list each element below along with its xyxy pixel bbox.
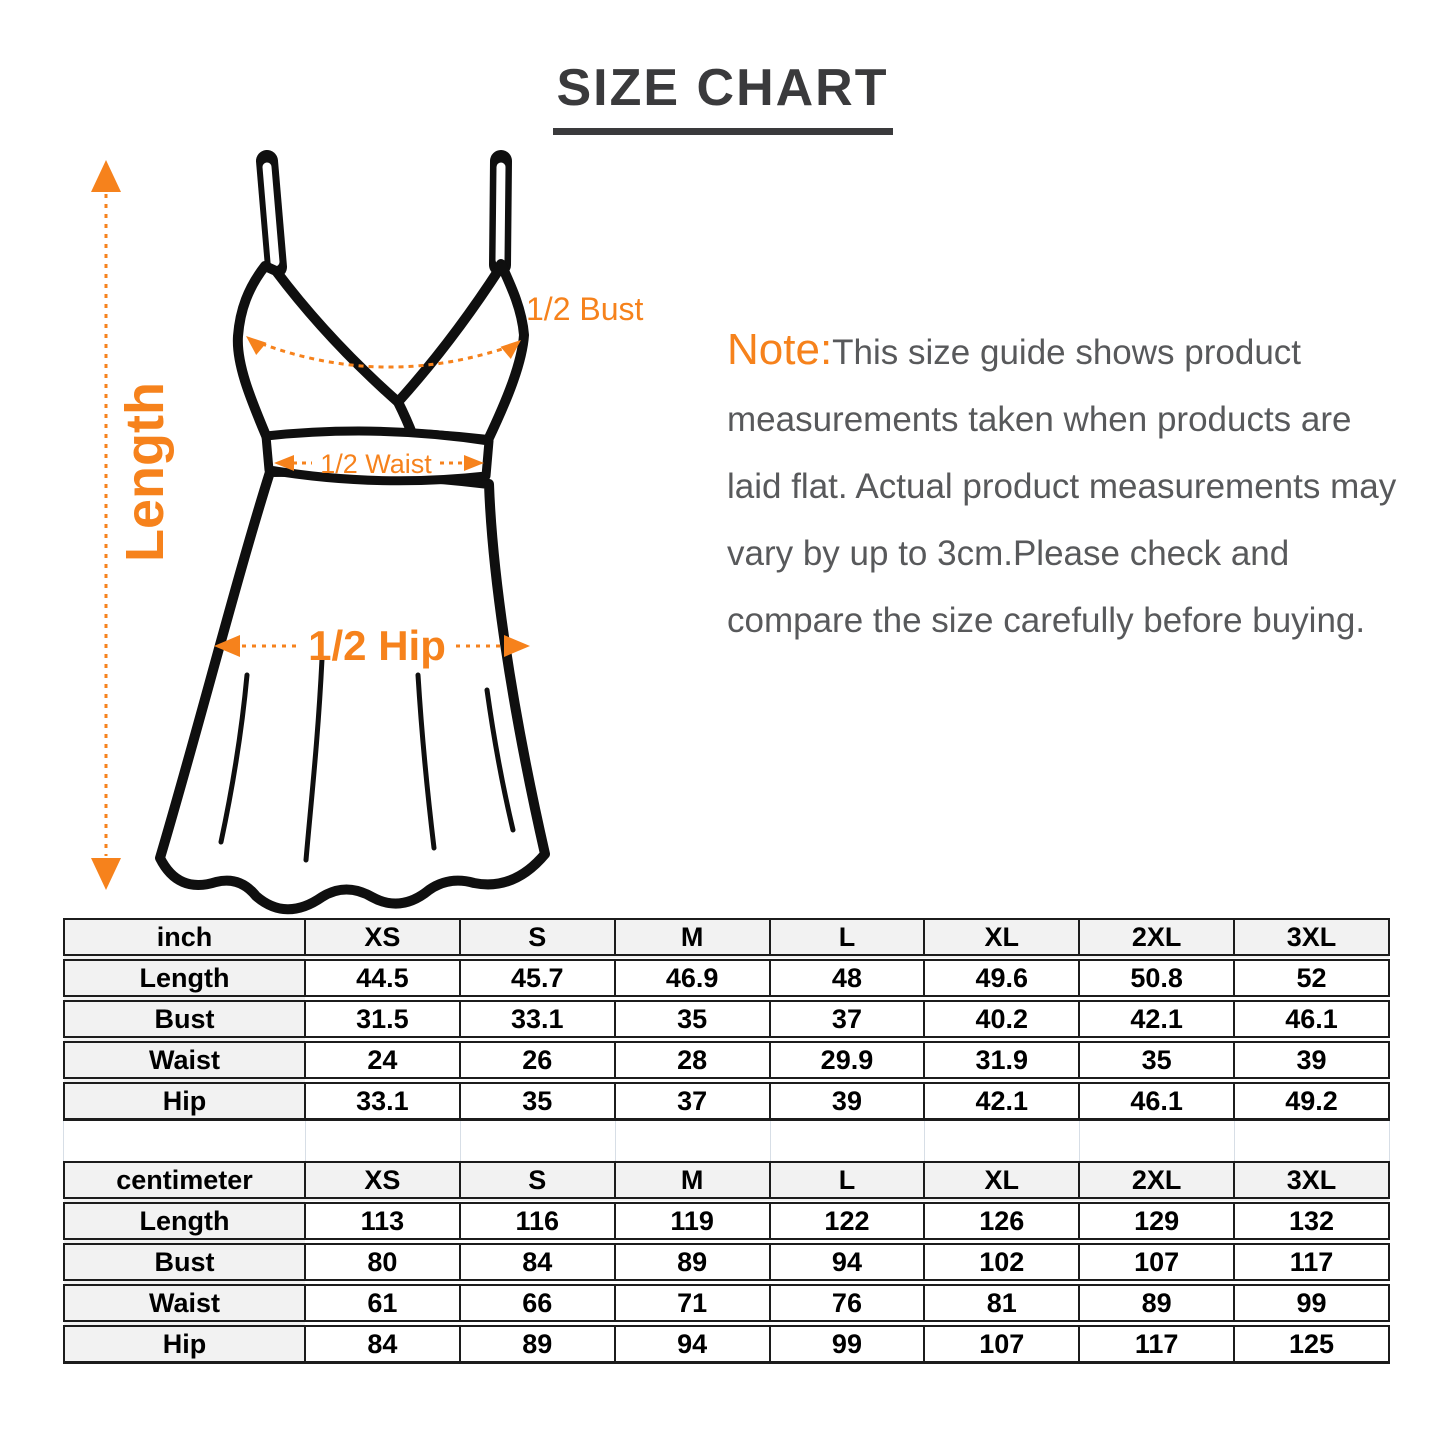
size-header-cell: M: [615, 919, 770, 958]
measurement-value-cell: 24: [305, 1040, 460, 1081]
measurement-value-cell: 89: [460, 1324, 615, 1363]
measurement-value-cell: 119: [615, 1201, 770, 1242]
measurement-value-cell: 94: [615, 1324, 770, 1363]
measurement-value-cell: 39: [1234, 1040, 1389, 1081]
note: [727, 316, 1411, 654]
measurement-value-cell: 84: [305, 1324, 460, 1363]
measurement-value-cell: 89: [615, 1242, 770, 1283]
measurement-value-cell: 113: [305, 1201, 460, 1242]
measurement-value-cell: 107: [924, 1324, 1079, 1363]
size-header-cell: S: [460, 1162, 615, 1201]
measurement-value-cell: 132: [1234, 1201, 1389, 1242]
table-spacer: [63, 1121, 1390, 1161]
size-header-cell: XL: [924, 1162, 1079, 1201]
bust-label: 1/2 Bust: [526, 291, 644, 327]
measurement-value-cell: 116: [460, 1201, 615, 1242]
size-header-cell: L: [770, 919, 925, 958]
measurement-value-cell: 66: [460, 1283, 615, 1324]
measurement-value-cell: 40.2: [924, 999, 1079, 1040]
measurement-value-cell: 129: [1079, 1201, 1234, 1242]
measurement-value-cell: 31.5: [305, 999, 460, 1040]
size-header-cell: XS: [305, 1162, 460, 1201]
measurement-row: [64, 1324, 1389, 1363]
size-header-cell: 2XL: [1079, 1162, 1234, 1201]
spacer-cell: [64, 1121, 306, 1161]
measurement-value-cell: 76: [770, 1283, 925, 1324]
measurement-value-cell: 84: [460, 1242, 615, 1283]
size-header-cell: XS: [305, 919, 460, 958]
waist-label: 1/2 Waist: [320, 449, 432, 479]
measurement-row: [64, 1242, 1389, 1283]
measurement-value-cell: 52: [1234, 958, 1389, 999]
measurement-value-cell: 26: [460, 1040, 615, 1081]
measurement-value-cell: 102: [924, 1242, 1079, 1283]
measurement-value-cell: 117: [1079, 1324, 1234, 1363]
measurement-value-cell: 107: [1079, 1242, 1234, 1283]
measurement-value-cell: 37: [770, 999, 925, 1040]
spacer-cell: [925, 1121, 1080, 1161]
measurement-value-cell: 42.1: [924, 1081, 1079, 1120]
measurement-value-cell: 49.2: [1234, 1081, 1389, 1120]
measurement-value-cell: 49.6: [924, 958, 1079, 999]
hip-label: 1/2 Hip: [308, 622, 446, 669]
size-header-cell: L: [770, 1162, 925, 1201]
note-label: Note:: [727, 325, 833, 374]
measurement-value-cell: 80: [305, 1242, 460, 1283]
arrowhead-right-icon: [504, 635, 530, 657]
length-label: Length: [115, 382, 175, 562]
note-body: This size guide shows product measurements taken when products are laid flat. Actual product measurements may vary by up to 3cm.Please check and compare the size carefully before buying.: [727, 333, 1397, 640]
size-header-cell: 3XL: [1234, 1162, 1389, 1201]
size-header-row: [64, 919, 1389, 958]
measurement-value-cell: 89: [1079, 1283, 1234, 1324]
page-title: SIZE CHART: [553, 58, 893, 135]
measurement-value-cell: 44.5: [305, 958, 460, 999]
measurement-value-cell: 35: [1079, 1040, 1234, 1081]
measurement-value-cell: 61: [305, 1283, 460, 1324]
measurement-value-cell: 94: [770, 1242, 925, 1283]
measurement-value-cell: 122: [770, 1201, 925, 1242]
measurement-value-cell: 31.9: [924, 1040, 1079, 1081]
measurement-label-cell: Hip: [64, 1081, 305, 1120]
unit-header-cell: centimeter: [64, 1162, 305, 1201]
measurement-value-cell: 42.1: [1079, 999, 1234, 1040]
measurement-value-cell: 45.7: [460, 958, 615, 999]
measurement-label-cell: Waist: [64, 1283, 305, 1324]
measurement-value-cell: 37: [615, 1081, 770, 1120]
measurement-label-cell: Waist: [64, 1040, 305, 1081]
measurement-value-cell: 50.8: [1079, 958, 1234, 999]
measurement-value-cell: 28: [615, 1040, 770, 1081]
measurement-label-cell: Hip: [64, 1324, 305, 1363]
arrowhead-up-icon: [91, 160, 121, 192]
arrowhead-down-icon: [91, 858, 121, 890]
measurement-value-cell: 126: [924, 1201, 1079, 1242]
measurement-value-cell: 46.9: [615, 958, 770, 999]
spacer-cell: [1235, 1121, 1390, 1161]
centimeter-size-table: [63, 1161, 1390, 1364]
measurement-value-cell: 29.9: [770, 1040, 925, 1081]
measurement-value-cell: 117: [1234, 1242, 1389, 1283]
measurement-row: [64, 999, 1389, 1040]
spacer-cell: [616, 1121, 771, 1161]
dress-straps: [267, 161, 501, 267]
measurement-value-cell: 81: [924, 1283, 1079, 1324]
measurement-value-cell: 99: [770, 1324, 925, 1363]
measurement-value-cell: 33.1: [460, 999, 615, 1040]
measurement-row: [64, 1201, 1389, 1242]
measurement-value-cell: 46.1: [1234, 999, 1389, 1040]
measurement-row: [64, 958, 1389, 999]
size-header-cell: XL: [924, 919, 1079, 958]
measurement-value-cell: 48: [770, 958, 925, 999]
size-header-cell: 2XL: [1079, 919, 1234, 958]
measurement-row: [64, 1283, 1389, 1324]
measurement-value-cell: 71: [615, 1283, 770, 1324]
measurement-value-cell: 39: [770, 1081, 925, 1120]
measurement-label-cell: Bust: [64, 1242, 305, 1283]
measurement-value-cell: 125: [1234, 1324, 1389, 1363]
spacer-cell: [306, 1121, 461, 1161]
spacer-cell: [461, 1121, 616, 1161]
unit-header-cell: inch: [64, 919, 305, 958]
size-header-cell: 3XL: [1234, 919, 1389, 958]
spacer-cell: [1080, 1121, 1235, 1161]
inch-size-table: [63, 918, 1390, 1121]
measurement-label-cell: Length: [64, 958, 305, 999]
size-header-cell: M: [615, 1162, 770, 1201]
measurement-value-cell: 35: [460, 1081, 615, 1120]
dress-measurement-diagram: [60, 140, 680, 920]
measurement-label-cell: Length: [64, 1201, 305, 1242]
measurement-value-cell: 35: [615, 999, 770, 1040]
spacer-cell: [771, 1121, 926, 1161]
size-header-row: [64, 1162, 1389, 1201]
title-wrap: [0, 58, 1445, 135]
measurement-row: [64, 1040, 1389, 1081]
size-header-cell: S: [460, 919, 615, 958]
size-tables: [63, 918, 1390, 1364]
measurement-value-cell: 99: [1234, 1283, 1389, 1324]
measurement-value-cell: 46.1: [1079, 1081, 1234, 1120]
measurement-row: [64, 1081, 1389, 1120]
measurement-value-cell: 33.1: [305, 1081, 460, 1120]
measurement-label-cell: Bust: [64, 999, 305, 1040]
dress-bodice: [238, 264, 524, 440]
